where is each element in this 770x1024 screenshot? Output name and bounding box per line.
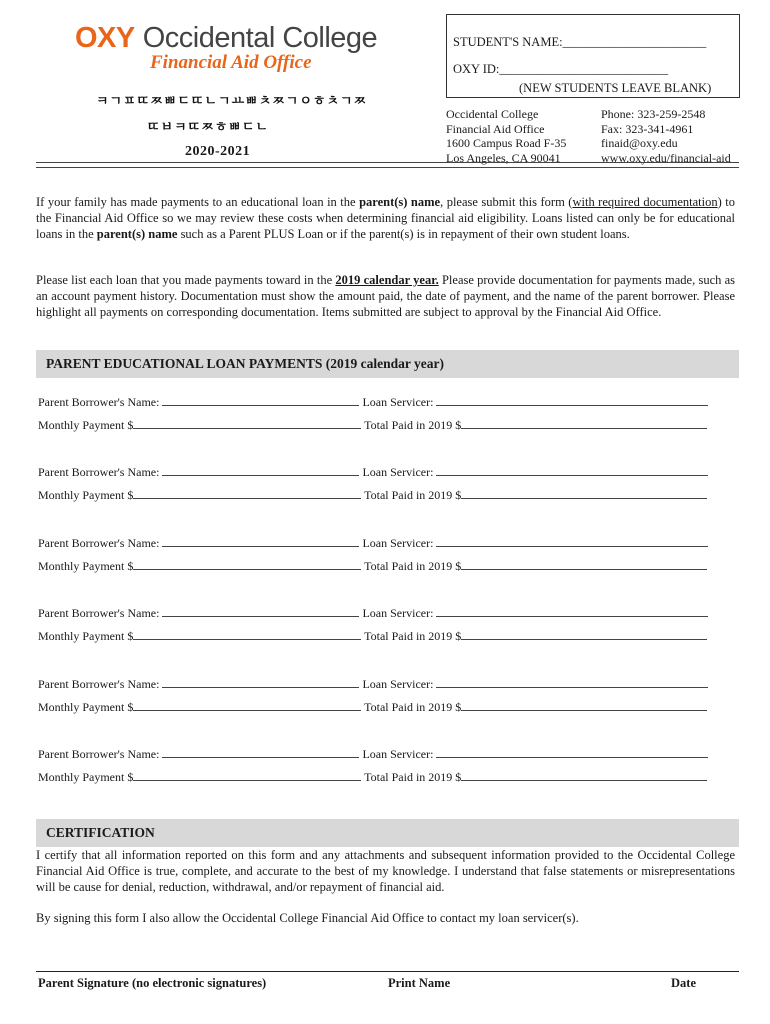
award-year: 2020-2021: [185, 144, 251, 159]
servicer-contact-consent: By signing this form I also allow the Occidental College Financial Aid Office to contact my loan servicer(s).: [36, 911, 579, 925]
total-paid-label: Total Paid in 2019 $: [364, 488, 462, 502]
borrower-servicer-row: [38, 465, 738, 480]
payment-row: [38, 559, 738, 574]
borrower-name-label: Parent Borrower's Name:: [38, 465, 160, 479]
date-label: Date: [671, 976, 696, 990]
email-address[interactable]: finaid@oxy.edu: [601, 136, 678, 150]
monthly-payment-label: Monthly Payment $: [38, 559, 134, 573]
website-url[interactable]: www.oxy.edu/financial-aid: [601, 150, 731, 165]
borrower-name-label: Parent Borrower's Name:: [38, 747, 160, 761]
address-line: Financial Aid Office: [446, 121, 545, 136]
loan-servicer-field[interactable]: [436, 606, 708, 617]
payment-row: [38, 629, 738, 644]
borrower-name-field[interactable]: [162, 747, 359, 758]
loan-servicer-label: Loan Servicer:: [362, 606, 434, 620]
office-address: [446, 107, 566, 165]
borrower-servicer-row: [38, 606, 738, 621]
borrower-name-field[interactable]: [162, 465, 359, 476]
oxy-id-field[interactable]: OXY ID:___________________________: [453, 62, 669, 76]
monthly-payment-label: Monthly Payment $: [38, 700, 134, 714]
monthly-payment-field[interactable]: [133, 488, 361, 499]
header-divider: [36, 162, 739, 168]
monthly-payment-field[interactable]: [133, 770, 361, 781]
parent-signature-label: Parent Signature (no electronic signatures): [38, 976, 267, 990]
monthly-payment-field[interactable]: [133, 418, 361, 429]
loan-servicer-label: Loan Servicer:: [362, 465, 434, 479]
total-paid-field[interactable]: [461, 629, 707, 640]
total-paid-label: Total Paid in 2019 $: [364, 770, 462, 784]
loan-servicer-label: Loan Servicer:: [362, 536, 434, 550]
borrower-servicer-row: [38, 536, 738, 551]
monthly-payment-field[interactable]: [133, 559, 361, 570]
monthly-payment-label: Monthly Payment $: [38, 629, 134, 643]
borrower-name-label: Parent Borrower's Name:: [38, 395, 160, 409]
borrower-name-field[interactable]: [162, 677, 359, 688]
certification-statement: I certify that all information reported on this form and any attachments and subsequent information provided to the Occidental College Financial Aid Office is true, complete, and accurate to the best of my knowledge. I understand that false statements or misrepresentations will be cause for denial, reduction, withdrawal, and/or repayment of financial aid.: [36, 848, 735, 894]
fax-number: Fax: 323-341-4961: [601, 121, 694, 136]
address-line: 1600 Campus Road F-35: [446, 136, 567, 150]
logo-college-name: Occidental College: [142, 22, 378, 54]
garbled-heading-line1: ㅋㄱㅍㄸㅉㅃㄷㄸㄴㄱㅛㅃㅊㅉㄱㅇㅎㅊㄱㅉ: [96, 94, 368, 109]
logo-oxy: OXY: [75, 22, 135, 54]
monthly-payment-field[interactable]: [133, 629, 361, 640]
loan-servicer-field[interactable]: [436, 465, 708, 476]
college-logo: [75, 22, 377, 55]
total-paid-label: Total Paid in 2019 $: [364, 700, 462, 714]
monthly-payment-field[interactable]: [133, 700, 361, 711]
payment-row: [38, 488, 738, 503]
loan-servicer-field[interactable]: [436, 677, 708, 688]
borrower-servicer-row: [38, 677, 738, 692]
payment-row: [38, 770, 738, 785]
borrower-name-label: Parent Borrower's Name:: [38, 536, 160, 550]
loan-servicer-field[interactable]: [436, 747, 708, 758]
total-paid-field[interactable]: [461, 700, 707, 711]
intro-paragraph-1: If your family has made payments to an educational loan in the parent(s) name, please submit this form (with required documentation) to the Financial Aid Office so we may review these costs when determining financial aid eligibility. Loans listed can only be for educational loans in the parent(s) name such as a Parent PLUS Loan or if the parent(s) is in repayment of their own student loans.: [36, 195, 735, 241]
total-paid-label: Total Paid in 2019 $: [364, 418, 462, 432]
phone-number: Phone: 323-259-2548: [601, 107, 706, 121]
signature-line[interactable]: [36, 971, 739, 972]
oxy-id-note: (NEW STUDENTS LEAVE BLANK): [519, 81, 712, 95]
print-name-label: Print Name: [388, 976, 451, 990]
payment-row: [38, 418, 738, 433]
total-paid-label: Total Paid in 2019 $: [364, 629, 462, 643]
borrower-name-label: Parent Borrower's Name:: [38, 606, 160, 620]
total-paid-field[interactable]: [461, 418, 707, 429]
student-name-field[interactable]: STUDENT'S NAME:_______________________: [453, 35, 707, 49]
borrower-name-label: Parent Borrower's Name:: [38, 677, 160, 691]
intro-paragraph-2: Please list each loan that you made payments toward in the 2019 calendar year. Please provide documentation for payments made, such as an account payment history. Documentation must show the amount paid, the date of payment, and the name of the parent borrower. Please highlight all payments on corresponding documentation. Items submitted are subject to approval by the Financial Aid Office.: [36, 273, 736, 319]
monthly-payment-label: Monthly Payment $: [38, 770, 134, 784]
address-line: Los Angeles, CA 90041: [446, 150, 561, 165]
address-line: Occidental College: [446, 107, 539, 121]
borrower-name-field[interactable]: [162, 395, 359, 406]
office-contact: [601, 107, 731, 165]
total-paid-field[interactable]: [461, 559, 707, 570]
payment-row: [38, 700, 738, 715]
section-title: PARENT EDUCATIONAL LOAN PAYMENTS (2019 calendar year): [46, 356, 445, 371]
certification-title: CERTIFICATION: [46, 825, 155, 840]
monthly-payment-label: Monthly Payment $: [38, 418, 134, 432]
student-id-box: [446, 14, 740, 98]
loan-servicer-label: Loan Servicer:: [362, 677, 434, 691]
loan-servicer-field[interactable]: [436, 395, 708, 406]
borrower-servicer-row: [38, 395, 738, 410]
logo-office-name: Financial Aid Office: [150, 52, 312, 73]
total-paid-field[interactable]: [461, 770, 707, 781]
monthly-payment-label: Monthly Payment $: [38, 488, 134, 502]
borrower-name-field[interactable]: [162, 536, 359, 547]
certification-section-header: [36, 819, 739, 847]
loan-servicer-label: Loan Servicer:: [362, 747, 434, 761]
garbled-heading-line2: ㄸㅂㅋㄸㅉㅎㅃㄷㄴ: [147, 120, 270, 135]
borrower-name-field[interactable]: [162, 606, 359, 617]
total-paid-label: Total Paid in 2019 $: [364, 559, 462, 573]
loan-payments-section-header: [36, 350, 739, 378]
total-paid-field[interactable]: [461, 488, 707, 499]
loan-servicer-field[interactable]: [436, 536, 708, 547]
loan-servicer-label: Loan Servicer:: [362, 395, 434, 409]
borrower-servicer-row: [38, 747, 738, 762]
